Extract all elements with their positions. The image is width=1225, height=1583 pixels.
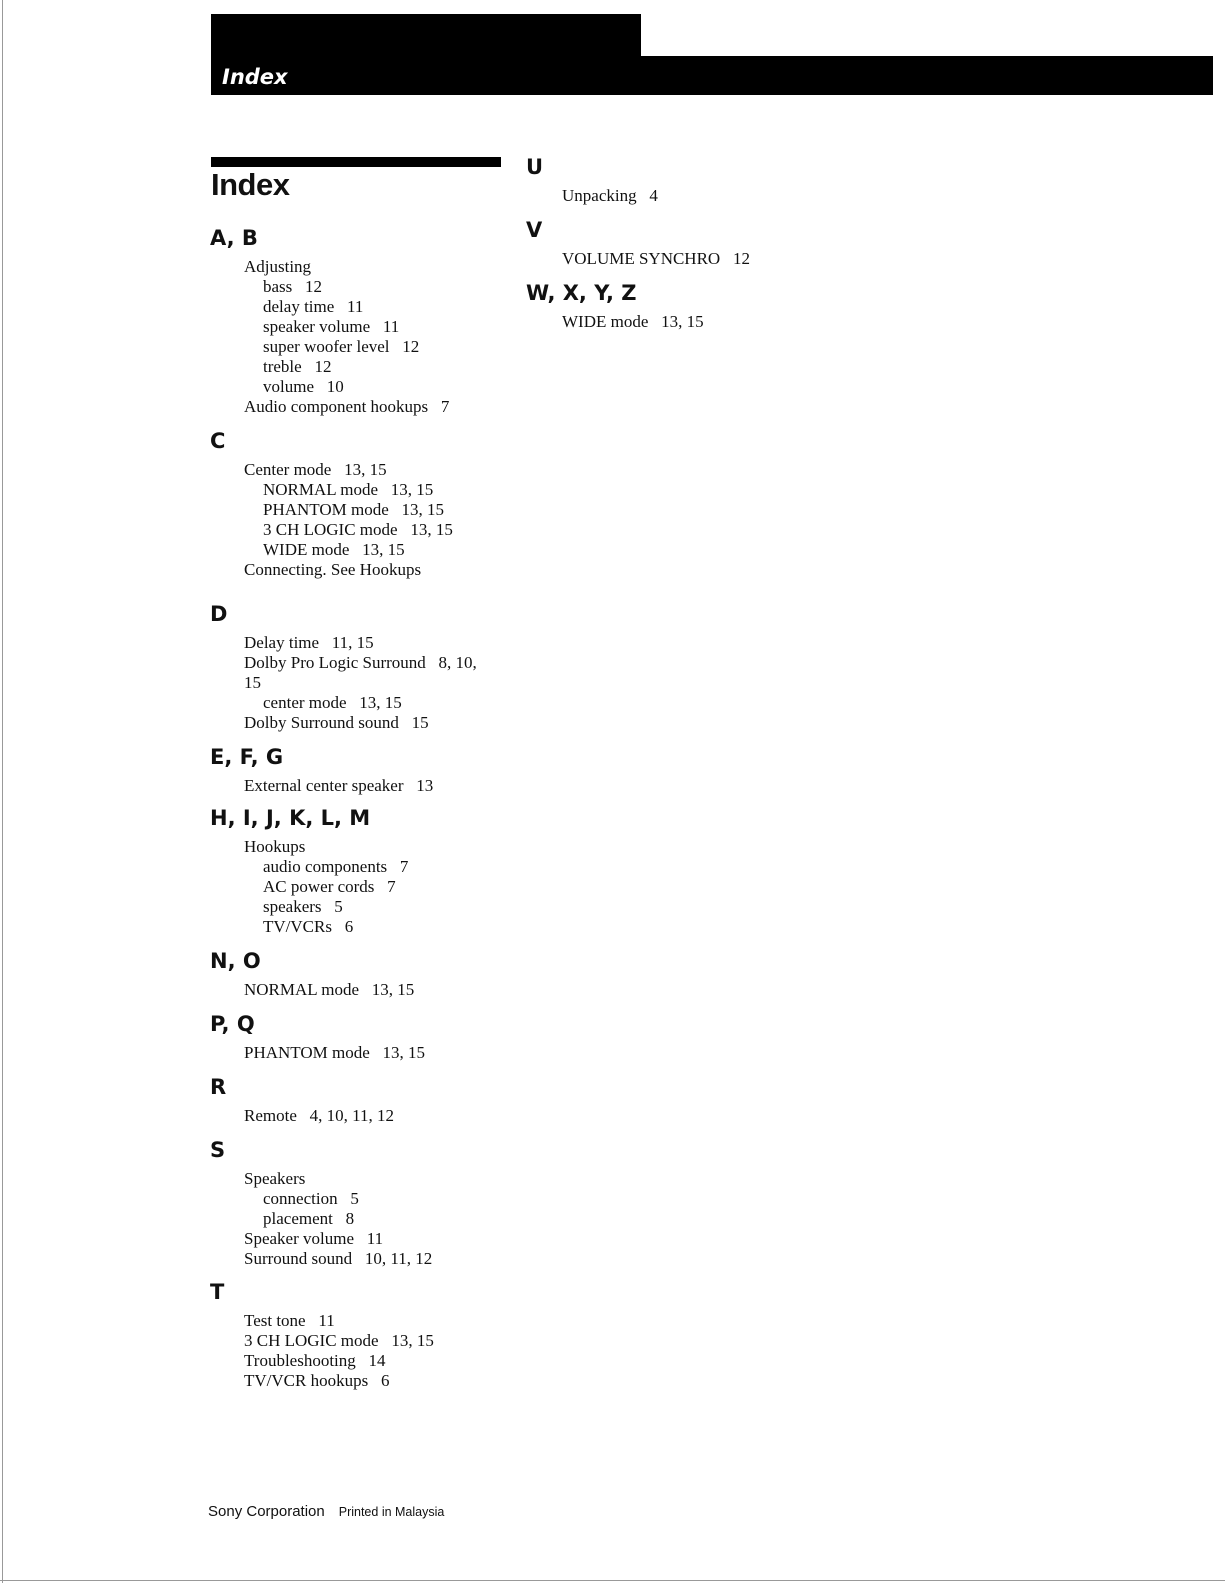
header-bar-tab: [211, 14, 641, 56]
index-subentry: speaker volume 11: [263, 317, 400, 336]
index-subentry: TV/VCRs 6: [263, 917, 354, 936]
page-edge-left: [2, 0, 3, 1583]
section-entries: [562, 312, 846, 332]
index-entry: Remote 4, 10, 11, 12: [244, 1106, 394, 1125]
index-entry: Connecting. See Hookups: [244, 560, 422, 579]
header-title: Index: [222, 65, 288, 89]
index-subentry: super woofer level 12: [263, 337, 420, 356]
section-letter: D: [210, 602, 228, 626]
index-section-c: [210, 429, 510, 602]
footer-company: Sony Corporation: [208, 1503, 325, 1520]
index-section-hijklm: [210, 806, 510, 949]
section-letter: R: [210, 1075, 227, 1099]
index-column-left: [210, 226, 510, 1391]
index-section-efg: [210, 745, 510, 806]
index-section-v: [526, 218, 846, 281]
index-column-right: [526, 155, 846, 332]
index-section-u: [526, 155, 846, 218]
section-entries: [244, 633, 510, 733]
index-section-s: [210, 1138, 510, 1280]
page-title: Index: [211, 167, 290, 202]
index-entry: Troubleshooting 14: [244, 1351, 386, 1370]
index-entry: Delay time 11, 15: [244, 633, 374, 652]
section-entries: [244, 980, 510, 1000]
section-letter: P, Q: [210, 1012, 255, 1036]
index-entry: Dolby Surround sound 15: [244, 713, 429, 732]
index-entry: TV/VCR hookups 6: [244, 1371, 390, 1390]
section-entries: [562, 249, 846, 269]
index-subentry: PHANTOM mode 13, 15: [263, 500, 445, 519]
section-entries: [562, 186, 846, 206]
index-entry: Speakers: [244, 1169, 306, 1188]
index-entry: PHANTOM mode 13, 15: [244, 1043, 426, 1062]
section-entries: [244, 257, 510, 417]
index-subentry: NORMAL mode 13, 15: [263, 480, 434, 499]
index-entry: Dolby Pro Logic Surround 8, 10, 15: [244, 653, 482, 692]
index-entry: Unpacking 4: [562, 186, 658, 205]
index-subentry: treble 12: [263, 357, 332, 376]
section-letter: V: [526, 218, 543, 242]
index-entry: Test tone 11: [244, 1311, 335, 1330]
index-subentry: connection 5: [263, 1189, 359, 1208]
index-entry: External center speaker 13: [244, 776, 434, 795]
section-letter: C: [210, 429, 226, 453]
footer: [208, 1503, 444, 1521]
index-entry: VOLUME SYNCHRO 12: [562, 249, 750, 268]
index-subentry: WIDE mode 13, 15: [263, 540, 405, 559]
section-letter: E, F, G: [210, 745, 284, 769]
footer-printed: Printed in Malaysia: [338, 1505, 445, 1519]
index-entry: 3 CH LOGIC mode 13, 15: [244, 1331, 434, 1350]
section-letter: U: [526, 155, 544, 179]
section-entries: [244, 1169, 510, 1269]
index-entry: WIDE mode 13, 15: [562, 312, 704, 331]
section-letter: A, B: [210, 226, 258, 250]
section-entries: [244, 1106, 510, 1126]
section-letter: T: [210, 1280, 225, 1304]
section-entries: [244, 1311, 510, 1391]
index-entry: Adjusting: [244, 257, 312, 276]
section-letter: S: [210, 1138, 226, 1162]
index-section-d: [210, 602, 510, 745]
index-entry: Audio component hookups 7: [244, 397, 450, 416]
index-subentry: placement 8: [263, 1209, 355, 1228]
index-subentry: 3 CH LOGIC mode 13, 15: [263, 520, 453, 539]
index-subentry: delay time 11: [263, 297, 364, 316]
index-section-ab: [210, 226, 510, 429]
section-letter: H, I, J, K, L, M: [210, 806, 371, 830]
index-subentry: audio components 7: [263, 857, 409, 876]
index-section-r: [210, 1075, 510, 1138]
index-subentry: speakers 5: [263, 897, 343, 916]
index-entry: Center mode 13, 15: [244, 460, 387, 479]
index-subentry: center mode 13, 15: [263, 693, 402, 712]
index-subentry: volume 10: [263, 377, 344, 396]
index-entry: Surround sound 10, 11, 12: [244, 1249, 433, 1268]
index-section-pq: [210, 1012, 510, 1075]
index-entry: NORMAL mode 13, 15: [244, 980, 415, 999]
section-letter: N, O: [210, 949, 261, 973]
index-subentry: AC power cords 7: [263, 877, 396, 896]
index-section-t: [210, 1280, 510, 1391]
section-letter: W, X, Y, Z: [526, 281, 637, 305]
section-entries: [244, 837, 510, 937]
section-entries: [244, 776, 510, 796]
index-entry: Hookups: [244, 837, 306, 856]
section-entries: [244, 460, 510, 580]
index-entry: Speaker volume 11: [244, 1229, 384, 1248]
section-entries: [244, 1043, 510, 1063]
index-subentry: bass 12: [263, 277, 323, 296]
page-edge-bottom: [0, 1580, 1225, 1581]
index-section-wxyz: [526, 281, 846, 332]
header-bar: [211, 56, 1213, 95]
index-section-no: [210, 949, 510, 1012]
